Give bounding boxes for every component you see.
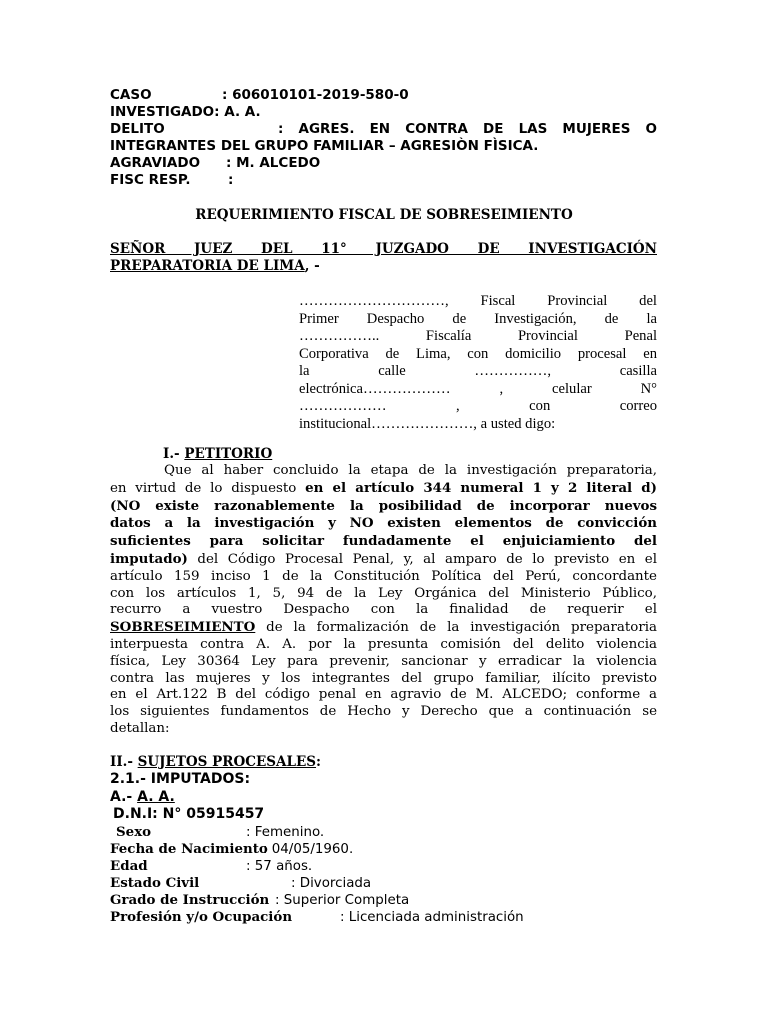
person-field-value: : Divorciada xyxy=(291,876,372,891)
imputado-person-heading xyxy=(110,789,175,805)
person-field-label: Profesión y/o Ocupación xyxy=(110,909,293,925)
header-investigado-row xyxy=(110,104,261,121)
petitorio-segment: SOBRESEIMIENTO xyxy=(110,619,256,636)
petitorio-segment: del Código Procesal Penal, y, al amparo de lo previsto en el xyxy=(187,551,657,567)
fiscal-block-line: institucional…………………, a usted digo: xyxy=(299,415,556,432)
section-1-title: PETITORIO xyxy=(184,446,273,462)
petitorio-segment: datos a la investigación y NO existen elementos de convicción xyxy=(110,515,657,532)
petitorio-segment: física, Ley 30364 Ley para prevenir, sancionar y erradicar la violencia xyxy=(110,653,657,669)
petitorio-segment: imputado) xyxy=(110,550,188,567)
petitorio-segment: (NO existe razonablemente la posibilidad de incorporar nuevos xyxy=(110,497,657,514)
caso-label: CASO xyxy=(110,87,152,103)
petitorio-line xyxy=(110,515,657,533)
petitorio-segment: recurro a vuestro Despacho con la finalidad de requerir el xyxy=(110,602,657,618)
petitorio-line xyxy=(110,551,657,569)
addressee-line-2-suffix: , - xyxy=(304,258,320,274)
header-caso-row xyxy=(110,87,409,104)
fiscal-block-line: electrónica……………… , celular N° xyxy=(299,380,657,397)
petitorio-segment: los siguientes fundamentos de Hecho y Derecho que a continuación se xyxy=(110,704,657,720)
delito-label: DELITO xyxy=(110,121,165,137)
fiscal-block-line: la calle ……………, casilla xyxy=(299,363,657,379)
section-1-heading xyxy=(163,446,272,462)
petitorio-line xyxy=(110,480,657,498)
petitorio-line xyxy=(110,637,657,654)
petitorio-segment: contra las mujeres y los integrantes del grupo familiar, ilícito previsto xyxy=(110,670,657,686)
subsection-imputados: 2.1.- IMPUTADOS: xyxy=(110,771,251,787)
petitorio-segment: interpuesta contra A. A. por la presunta comisión del delito violencia xyxy=(110,636,657,652)
investigado-label: INVESTIGADO: xyxy=(110,104,220,120)
petitorio-segment: en el Art.122 B del código penal en agravio de M. ALCEDO; conforme a xyxy=(110,687,657,703)
delito-value: : AGRES. EN CONTRA DE LAS MUJERES O xyxy=(278,121,657,137)
petitorio-line xyxy=(110,463,657,480)
delito-value-continued: INTEGRANTES DEL GRUPO FAMILIAR – AGRESIÒN FÌSICA. xyxy=(110,138,539,154)
petitorio-line xyxy=(110,704,657,721)
petitorio-line xyxy=(110,654,657,671)
person-field-label: Fecha de Nacimiento xyxy=(110,841,268,857)
person-field-value: : Licenciada administración xyxy=(340,910,524,925)
fiscal-block-line: …………………………, Fiscal Provincial del xyxy=(299,293,657,309)
fiscal-block-line: …………….. Fiscalía Provincial Penal xyxy=(299,328,657,344)
person-name: A. A. xyxy=(137,789,175,805)
fisc-label: FISC RESP. xyxy=(110,172,191,188)
section-1-number: I.- xyxy=(163,446,180,462)
petitorio-segment: suficientes para solicitar fundadamente el enjuiciamiento del xyxy=(110,533,657,550)
agraviado-label: AGRAVIADO xyxy=(110,155,201,171)
header-delito-row-2 xyxy=(110,138,538,155)
petitorio-line xyxy=(110,619,657,637)
fiscal-block-line: Corporativa de Lima, con domicilio procesal en xyxy=(299,345,657,362)
person-field-value: : 04/05/1960. xyxy=(263,842,354,857)
header-agraviado-row xyxy=(110,155,320,172)
fisc-value: : xyxy=(228,172,234,188)
petitorio-paragraph xyxy=(110,463,657,738)
section-2-title: SUJETOS PROCESALES xyxy=(137,754,317,770)
person-field-value: : Superior Completa xyxy=(275,893,410,908)
document-title: REQUERIMIENTO FISCAL DE SOBRESEIMIENTO xyxy=(195,207,573,223)
person-field-label: Grado de Instrucción xyxy=(110,892,270,908)
petitorio-segment: de la formalización de la investigación preparatoria xyxy=(255,620,657,636)
person-field-row xyxy=(116,824,324,840)
petitorio-segment: en virtud de lo dispuesto xyxy=(110,480,306,496)
petitorio-segment: en el artículo 344 numeral 1 y 2 literal d) xyxy=(305,479,657,496)
person-field-value: : 57 años. xyxy=(246,859,313,874)
person-field-row xyxy=(110,875,371,891)
investigado-value: A. A. xyxy=(224,104,261,120)
petitorio-line xyxy=(110,533,657,551)
person-field-label: Edad xyxy=(110,858,148,874)
petitorio-line xyxy=(110,721,657,738)
header-delito-row xyxy=(110,121,657,138)
petitorio-segment: artículo 159 inciso 1 de la Constitución Política del Perú, concordante xyxy=(110,568,657,584)
person-field-row xyxy=(110,841,353,857)
addressee-line-2-wrap xyxy=(110,258,657,275)
addressee-line-1: SEÑOR JUEZ DEL 11° JUZGADO DE INVESTIGACIÓN xyxy=(110,241,657,257)
section-2-heading xyxy=(110,754,321,770)
fiscal-identification-block xyxy=(299,293,657,433)
petitorio-segment: detallan: xyxy=(110,720,170,736)
section-2-number: II.- xyxy=(110,754,133,770)
section-2-colon: : xyxy=(316,754,321,770)
person-field-row xyxy=(110,858,312,874)
person-field-row xyxy=(110,909,524,925)
agraviado-value: : M. ALCEDO xyxy=(226,155,321,171)
caso-value: : 606010101-2019-580-0 xyxy=(222,87,409,103)
person-field-row xyxy=(110,892,409,908)
fiscal-block-line: Primer Despacho de Investigación, de la xyxy=(299,310,657,327)
person-field-label: Estado Civil xyxy=(110,875,200,891)
header-fisc-row xyxy=(110,172,233,189)
petitorio-line xyxy=(110,498,657,516)
petitorio-line xyxy=(110,586,657,603)
petitorio-line xyxy=(110,671,657,688)
petitorio-line xyxy=(110,687,657,704)
petitorio-line xyxy=(110,569,657,586)
petitorio-line xyxy=(110,602,657,619)
person-field-label: Sexo xyxy=(116,824,152,840)
addressee xyxy=(110,241,657,275)
person-dni: D.N.I: N° 05915457 xyxy=(113,806,265,822)
petitorio-segment: Que al haber concluido la etapa de la investigación preparatoria, xyxy=(164,463,657,478)
person-prefix: A.- xyxy=(110,789,133,805)
fiscal-block-line: ……………… , con correo xyxy=(299,398,657,414)
addressee-line-2: PREPARATORIA DE LIMA xyxy=(110,258,305,274)
person-field-value: : Femenino. xyxy=(246,825,325,840)
petitorio-segment: con los artículos 1, 5, 94 de la Ley Orgánica del Ministerio Público, xyxy=(110,585,657,601)
